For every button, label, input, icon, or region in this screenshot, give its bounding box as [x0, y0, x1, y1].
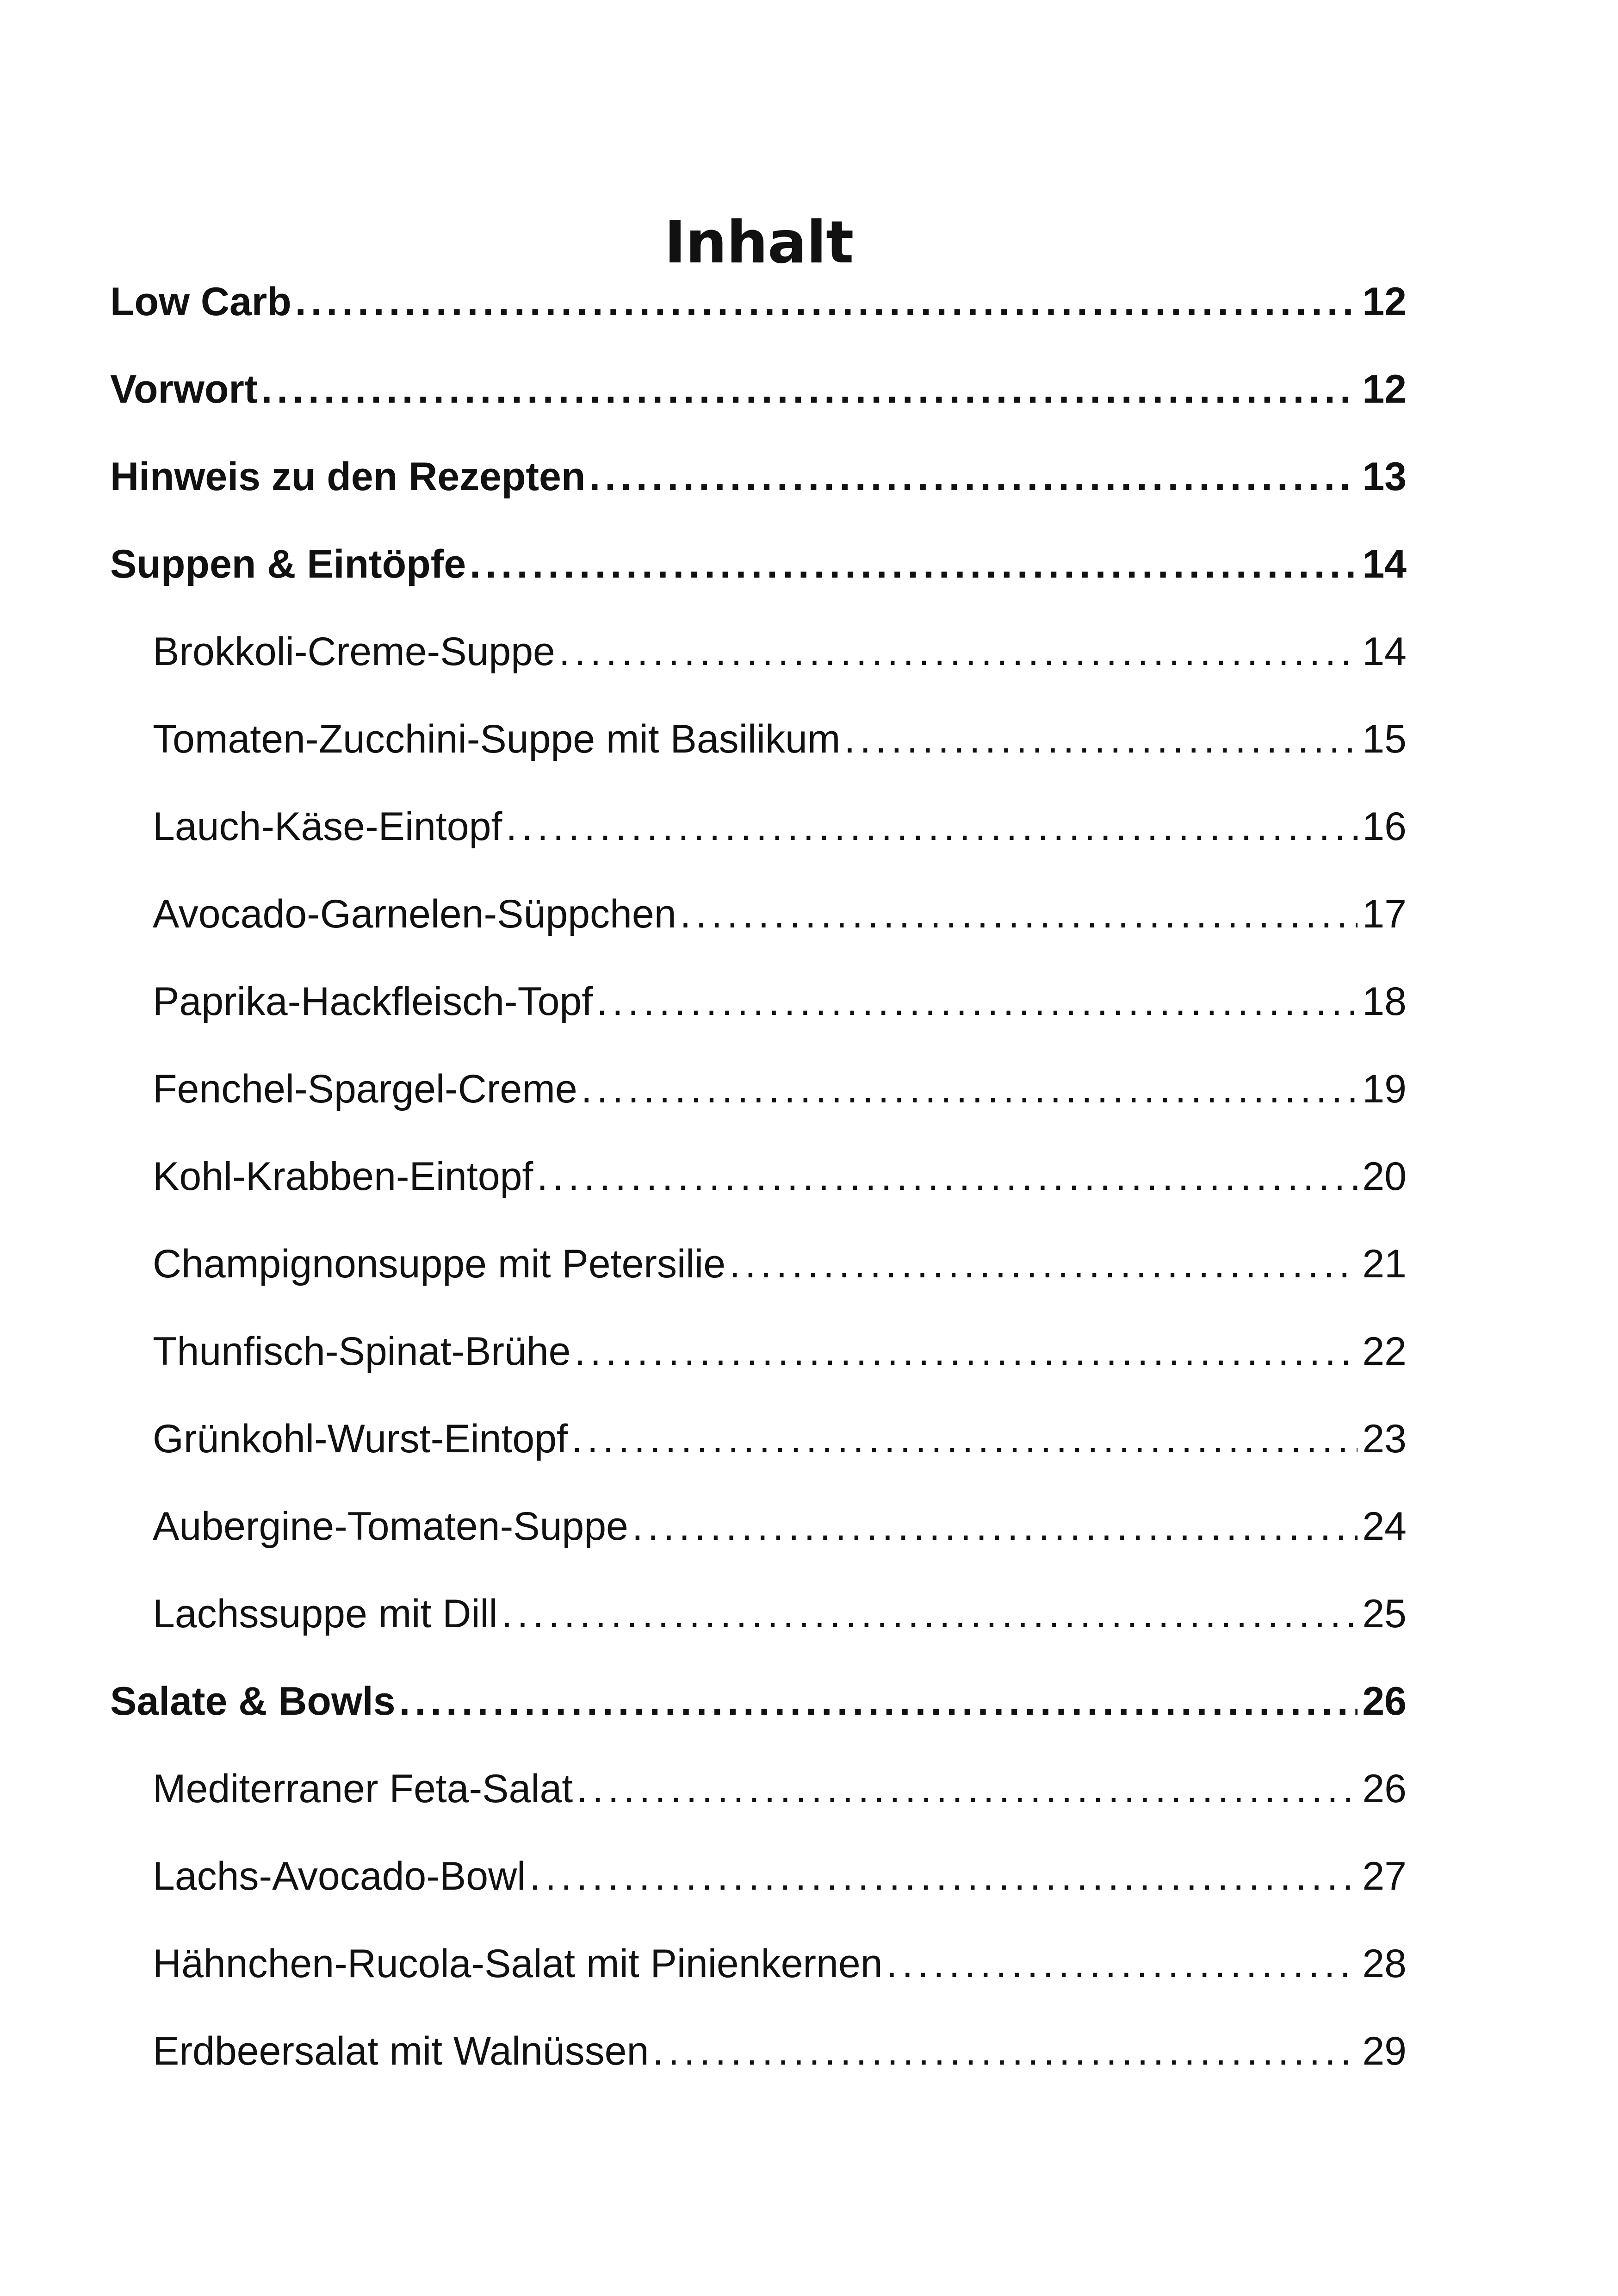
dot-leader [261, 361, 1358, 417]
toc-sub-entry[interactable] [110, 711, 1407, 799]
toc-page-number: 26 [1362, 1679, 1407, 1724]
toc-page-number: 12 [1362, 280, 1407, 324]
toc-entry-label: Hähnchen-Rucola-Salat mit Pinienkernen [153, 1941, 883, 1986]
toc-page-number: 28 [1362, 1941, 1407, 1986]
toc-page-number: 17 [1362, 892, 1407, 936]
toc-sub-entry[interactable] [110, 1236, 1407, 1324]
page-title: Inhalt [664, 208, 854, 277]
dot-leader [844, 711, 1358, 767]
toc-sub-entry[interactable] [110, 886, 1407, 974]
toc-chapter-entry[interactable] [110, 274, 1407, 361]
dot-leader [529, 1848, 1358, 1904]
table-of-contents [110, 274, 1407, 2111]
toc-entry-label: Lachssuppe mit Dill [153, 1592, 498, 1636]
toc-entry-label: Erdbeersalat mit Walnüssen [153, 2029, 649, 2073]
toc-entry-label: Paprika-Hackfleisch-Topf [153, 979, 593, 1024]
toc-sub-entry[interactable] [110, 1061, 1407, 1149]
toc-sub-entry[interactable] [110, 1761, 1407, 1848]
toc-page-number: 23 [1362, 1417, 1407, 1461]
toc-page-number: 22 [1362, 1329, 1407, 1374]
toc-entry-label: Thunfisch-Spinat-Brühe [153, 1329, 571, 1374]
toc-entry-label: Vorwort [110, 367, 258, 411]
toc-sub-entry[interactable] [110, 1586, 1407, 1674]
dot-leader [470, 536, 1358, 592]
toc-sub-entry[interactable] [110, 1499, 1407, 1586]
toc-sub-entry[interactable] [110, 1936, 1407, 2023]
toc-page-number: 16 [1362, 804, 1407, 849]
toc-sub-entry[interactable] [110, 1411, 1407, 1499]
dot-leader [537, 1149, 1358, 1204]
toc-sub-entry[interactable] [110, 1848, 1407, 1936]
toc-entry-label: Aubergine-Tomaten-Suppe [153, 1504, 628, 1549]
toc-chapter-entry[interactable] [110, 361, 1407, 449]
toc-entry-label: Lauch-Käse-Eintopf [153, 804, 502, 849]
dot-leader [295, 274, 1358, 330]
toc-chapter-entry[interactable] [110, 536, 1407, 624]
toc-entry-label: Tomaten-Zucchini-Suppe mit Basilikum [153, 717, 841, 761]
toc-sub-entry[interactable] [110, 2023, 1407, 2111]
dot-leader [577, 1761, 1358, 1817]
dot-leader [502, 1586, 1358, 1642]
toc-entry-label: Low Carb [110, 280, 291, 324]
toc-entry-label: Suppen & Eintöpfe [110, 542, 466, 586]
toc-sub-entry[interactable] [110, 799, 1407, 886]
toc-page-number: 27 [1362, 1854, 1407, 1898]
toc-page-number: 20 [1362, 1154, 1407, 1199]
toc-page-number: 12 [1362, 367, 1407, 411]
toc-page-number: 29 [1362, 2029, 1407, 2073]
toc-entry-label: Champignonsuppe mit Petersilie [153, 1242, 726, 1286]
toc-sub-entry[interactable] [110, 974, 1407, 1061]
toc-entry-label: Kohl-Krabben-Eintopf [153, 1154, 533, 1199]
toc-page-number: 19 [1362, 1067, 1407, 1111]
toc-entry-label: Brokkoli-Creme-Suppe [153, 629, 555, 674]
dot-leader [729, 1236, 1358, 1292]
dot-leader [559, 624, 1358, 679]
toc-page-number: 24 [1362, 1504, 1407, 1549]
toc-entry-label: Hinweis zu den Rezepten [110, 454, 586, 499]
dot-leader [680, 886, 1358, 942]
dot-leader [571, 1411, 1358, 1467]
toc-sub-entry[interactable] [110, 1149, 1407, 1236]
toc-page-number: 25 [1362, 1592, 1407, 1636]
toc-page-number: 13 [1362, 454, 1407, 499]
toc-entry-label: Lachs-Avocado-Bowl [153, 1854, 526, 1898]
toc-entry-label: Fenchel-Spargel-Creme [153, 1067, 577, 1111]
dot-leader [399, 1674, 1358, 1729]
dot-leader [652, 2023, 1358, 2079]
dot-leader [589, 449, 1358, 504]
dot-leader [886, 1936, 1358, 1991]
dot-leader [632, 1499, 1358, 1554]
toc-page-number: 14 [1362, 629, 1407, 674]
toc-page-number: 14 [1362, 542, 1407, 586]
toc-page-number: 18 [1362, 979, 1407, 1024]
toc-page-number: 26 [1362, 1767, 1407, 1811]
toc-entry-label: Mediterraner Feta-Salat [153, 1767, 573, 1811]
toc-page-number: 15 [1362, 717, 1407, 761]
toc-entry-label: Avocado-Garnelen-Süppchen [153, 892, 676, 936]
toc-entry-label: Salate & Bowls [110, 1679, 396, 1724]
dot-leader [574, 1324, 1358, 1379]
dot-leader [596, 974, 1358, 1029]
dot-leader [506, 799, 1358, 854]
dot-leader [581, 1061, 1358, 1117]
toc-page-number: 21 [1362, 1242, 1407, 1286]
toc-chapter-entry[interactable] [110, 1674, 1407, 1761]
toc-sub-entry[interactable] [110, 624, 1407, 711]
toc-entry-label: Grünkohl-Wurst-Eintopf [153, 1417, 568, 1461]
toc-chapter-entry[interactable] [110, 449, 1407, 536]
toc-sub-entry[interactable] [110, 1324, 1407, 1411]
